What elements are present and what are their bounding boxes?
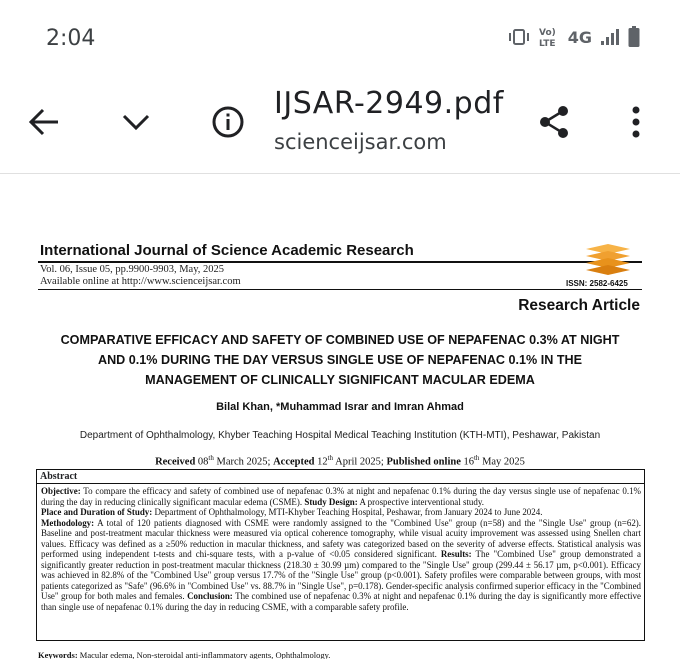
objective-text: To compare the efficacy and safety of combined use of nepafenac 0.3% at night and nepafenac 0.1% during the day versus single use of nepafenac 0.1% during the day in reducing clinically significant macular edema (CSME). [41, 486, 641, 507]
keywords-label: Keywords: [38, 650, 78, 659]
received-sup: th [208, 454, 214, 462]
published-label: Published online [386, 456, 461, 468]
file-title: IJSAR-2949.pdf [274, 86, 504, 121]
methodology-label: Methodology: [41, 517, 95, 528]
status-icons [508, 26, 640, 48]
volume-line: Vol. 06, Issue 05, pp.9900-9903, May, 2025 [40, 264, 225, 275]
status-bar [0, 0, 680, 78]
keywords-text: Macular edema, Non-steroidal anti-inflammatory agents, Ophthalmology. [77, 650, 331, 659]
online-line: Available online at http://www.scienceijsar.com [40, 276, 241, 287]
volte-icon [538, 26, 560, 48]
methodology-text: A total of 120 patients diagnosed with CSME were randomly assigned to the "Combined Use" group (n=58) and the "Single Use" group (n=62). Baseline and post-treatment macular thickness were measured via optical coherence tomography, while visual acuity improvement was assessed using Snellen chart values. Efficacy was defined as a ≥50% reduction in macular thickness, and safety was categorized based on the severity of adverse effects. Statistical analysis was performed using independent t-tests and chi-square tests, with a p-value of <0.05 considered significant. [41, 517, 641, 559]
accepted-label: Accepted [273, 456, 315, 468]
received-label: Received [155, 456, 196, 468]
share-icon[interactable] [532, 100, 576, 144]
journal-meta [40, 264, 241, 288]
title-line: COMPARATIVE EFFICACY AND SAFETY OF COMBINED USE OF NEPAFENAC 0.3% AT NIGHT [60, 333, 620, 347]
received-rest: March 2025; [216, 456, 271, 468]
article-dates [40, 454, 640, 468]
conclusion-text: The combined use of nepafenac 0.3% at night and nepafenac 0.1% during the day is significantly more effective than single use of nepafenac 0.1% during the day in reducing CSME, with a comparable safety profile. [41, 591, 641, 612]
design-text: A prospective interventional study. [357, 496, 484, 507]
article-type: Research Article [518, 297, 640, 314]
affiliation: Department of Ophthalmology, Khyber Teaching Hospital Medical Teaching Institution (KTH-MTI), Peshawar, Pakistan [79, 430, 601, 441]
accepted-rest: April 2025; [335, 456, 384, 468]
results-text: The "Combined Use" group demonstrated a significantly greater reduction in post-treatment macular thickness (218.30 ± 30.99 µm) compared to the "Single Use" group (299.44 ± 56.17 µm, p<0.001). Efficacy was achieved in 82.8% of the "Combined Use" group versus 17.7% of the "Single Use" group (p<0.001). Safety profiles were comparable between groups, with most patients categorized as "Safe" (96.6% in "Combined Use" vs. 88.7% in "Single Use", p=0.178). Gender-specific analysis confirmed superior efficacy in the "Combined Use" group for both males and females. [41, 549, 641, 601]
received-day: 08 [197, 456, 209, 468]
pdf-page [0, 175, 680, 659]
signal-icon [600, 28, 620, 46]
journal-logo-icon [582, 243, 634, 282]
keywords [38, 650, 330, 659]
accepted-day: 12 [317, 456, 328, 468]
conclusion-label: Conclusion: [187, 591, 233, 601]
authors: Bilal Khan, *Muhammad Israr and Imran Ahmad [216, 401, 464, 413]
network-type-label: 4G [567, 27, 592, 47]
objective-label: Objective: [41, 486, 81, 496]
more-vert-icon[interactable] [614, 100, 658, 144]
published-sup: th [473, 454, 480, 462]
battery-icon [628, 26, 640, 48]
place-text: Department of Ophthalmology, MTI-Khyber Teaching Hospital, Peshawar, from January 2024 to June 2024. [152, 507, 543, 517]
journal-name: International Journal of Science Academic Research [40, 242, 414, 259]
results-label: Results: [440, 549, 472, 559]
title-line: MANAGEMENT OF CLINICALLY SIGNIFICANT MACULAR EDEMA [145, 373, 535, 387]
paper-title [40, 330, 640, 390]
published-rest: May 2025 [482, 456, 525, 468]
header-rule [38, 261, 642, 263]
accepted-sup: th [327, 454, 334, 462]
design-label: Study Design: [304, 496, 358, 507]
abstract-box [36, 469, 645, 641]
published-day: 16 [463, 456, 474, 468]
viewer-toolbar [0, 78, 680, 174]
back-arrow-icon[interactable] [22, 100, 66, 144]
source-url: scienceijsar.com [274, 130, 447, 154]
svg-text:LTE: LTE [538, 39, 556, 48]
status-time: 2:04 [46, 26, 96, 51]
vibrate-icon [508, 28, 530, 46]
issn-label: ISSN: 2582-6425 [566, 279, 628, 288]
title-line: AND 0.1% DURING THE DAY VERSUS SINGLE USE OF NEPAFENAC 0.1% IN THE [97, 353, 583, 367]
svg-text:Vo): Vo) [538, 28, 556, 38]
chevron-down-icon[interactable] [114, 100, 158, 144]
header-rule-2 [38, 289, 642, 290]
info-icon[interactable] [206, 100, 250, 144]
place-label: Place and Duration of Study: [41, 507, 153, 517]
abstract-text [37, 484, 644, 612]
abstract-heading: Abstract [37, 470, 644, 484]
